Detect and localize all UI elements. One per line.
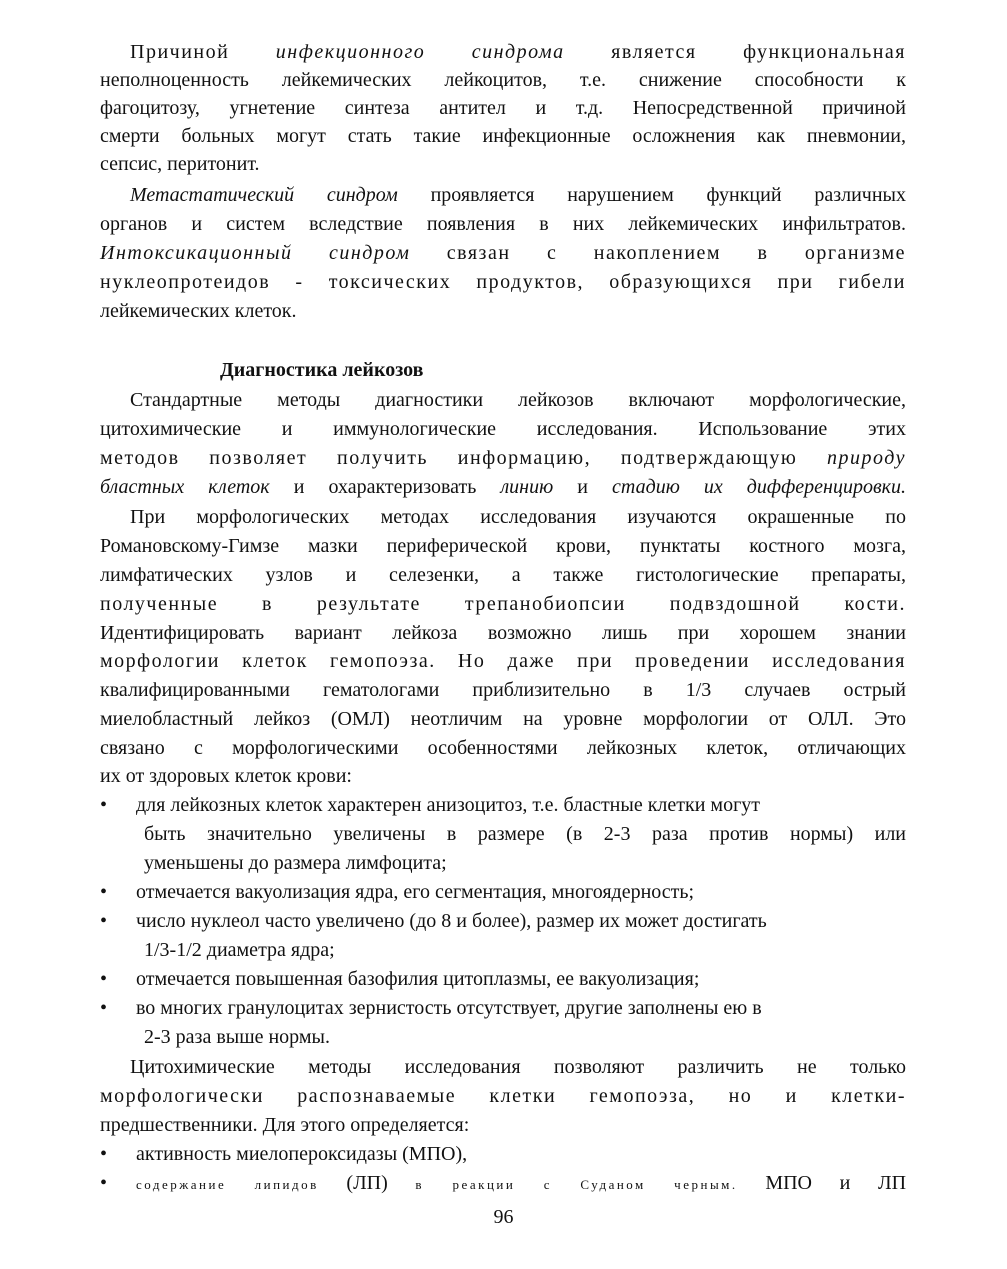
text-line: лейкемических клеток. bbox=[100, 300, 297, 322]
section-heading: Диагностика лейкозов bbox=[220, 359, 424, 381]
bullet-marker: • bbox=[100, 910, 108, 932]
text-line: неполноценность лейкемических лейкоцитов, т.е. снижение способности к bbox=[100, 69, 906, 91]
bullet-marker: • bbox=[100, 1143, 108, 1165]
text-line: морфологии клеток гемопоэза. Но даже при проведении исследования bbox=[100, 650, 906, 672]
page-number: 96 bbox=[493, 1206, 514, 1228]
list-item: во многих гранулоцитах зернистость отсутствует, другие заполнены ею в bbox=[136, 997, 762, 1019]
text-line: лимфатических узлов и селезенки, а также гистологические препараты, bbox=[100, 564, 906, 586]
text-line: нуклеопротеидов - токсических продуктов, образующихся при гибели bbox=[100, 271, 906, 293]
list-item-continuation: уменьшены до размера лимфоцита; bbox=[144, 852, 447, 874]
text-line: квалифицированными гематологами приблизительно в 1/3 случаев острый bbox=[100, 679, 906, 701]
text-line: Интоксикационный синдром связан с накоплением в организме bbox=[100, 242, 906, 264]
list-item: для лейкозных клеток характерен анизоцитоз, т.е. бластные клетки могут bbox=[136, 794, 761, 816]
text-line: полученные в результате трепанобиопсии подвздошной кости. bbox=[100, 593, 906, 615]
bullet-marker: • bbox=[100, 997, 108, 1019]
text-line: сепсис, перитонит. bbox=[100, 153, 260, 175]
text-line: методов позволяет получить информацию, подтверждающую природу bbox=[100, 447, 906, 469]
text-line: миелобластный лейкоз (ОМЛ) неотличим на уровне морфологии от ОЛЛ. Это bbox=[100, 708, 906, 730]
bullet-marker: • bbox=[100, 1172, 108, 1194]
text-line: смерти больных могут стать такие инфекционные осложнения как пневмонии, bbox=[100, 125, 906, 147]
list-item: число нуклеол часто увеличено (до 8 и более), размер их может достигать bbox=[136, 910, 767, 932]
list-item-continuation: 2-3 раза выше нормы. bbox=[144, 1026, 330, 1048]
bullet-marker: • bbox=[100, 881, 108, 903]
list-item-continuation: быть значительно увеличены в размере (в 2-3 раза против нормы) или bbox=[144, 823, 906, 845]
text-line: Стандартные методы диагностики лейкозов включают морфологические, bbox=[130, 389, 906, 411]
text-line: предшественники. Для этого определяется: bbox=[100, 1114, 470, 1136]
text-line: Цитохимические методы исследования позволяют различить не только bbox=[130, 1056, 906, 1078]
text-line: цитохимические и иммунологические исследования. Использование этих bbox=[100, 418, 906, 440]
list-item: активность миелопероксидазы (МПО), bbox=[136, 1143, 468, 1165]
bullet-marker: • bbox=[100, 968, 108, 990]
text-line: органов и систем вследствие появления в них лейкемических инфильтратов. bbox=[100, 213, 906, 235]
text-line: их от здоровых клеток крови: bbox=[100, 765, 352, 787]
bullet-marker: • bbox=[100, 794, 108, 816]
text-line: Метастатический синдром проявляется нарушением функций различных bbox=[130, 184, 906, 206]
text-line: бластных клеток и охарактеризовать линию и стадию их дифференцировки. bbox=[100, 476, 907, 498]
list-item: отмечается вакуолизация ядра, его сегментация, многоядерность; bbox=[136, 881, 695, 903]
list-item-continuation: 1/3-1/2 диаметра ядра; bbox=[144, 939, 335, 961]
text-line: Идентифицировать вариант лейкоза возможно лишь при хорошем знании bbox=[100, 622, 906, 644]
text-line: морфологически распознаваемые клетки гемопоэза, но и клетки- bbox=[100, 1085, 906, 1107]
list-item: отмечается повышенная базофилия цитоплазмы, ее вакуолизация; bbox=[136, 968, 700, 990]
text-line: фагоцитозу, угнетение синтеза антител и т.д. Непосредственной причиной bbox=[100, 97, 906, 119]
text-line: При морфологических методах исследования изучаются окрашенные по bbox=[130, 506, 906, 528]
text-line: связано с морфологическими особенностями лейкозных клеток, отличающих bbox=[100, 737, 906, 759]
list-item: содержание липидов (ЛП) в реакции с Суданом черным. МПО и ЛП bbox=[136, 1172, 907, 1194]
text-line: Причиной инфекционного синдрома является функциональная bbox=[130, 41, 906, 63]
text-line: Романовскому-Гимзе мазки периферической крови, пунктаты костного мозга, bbox=[100, 535, 906, 557]
